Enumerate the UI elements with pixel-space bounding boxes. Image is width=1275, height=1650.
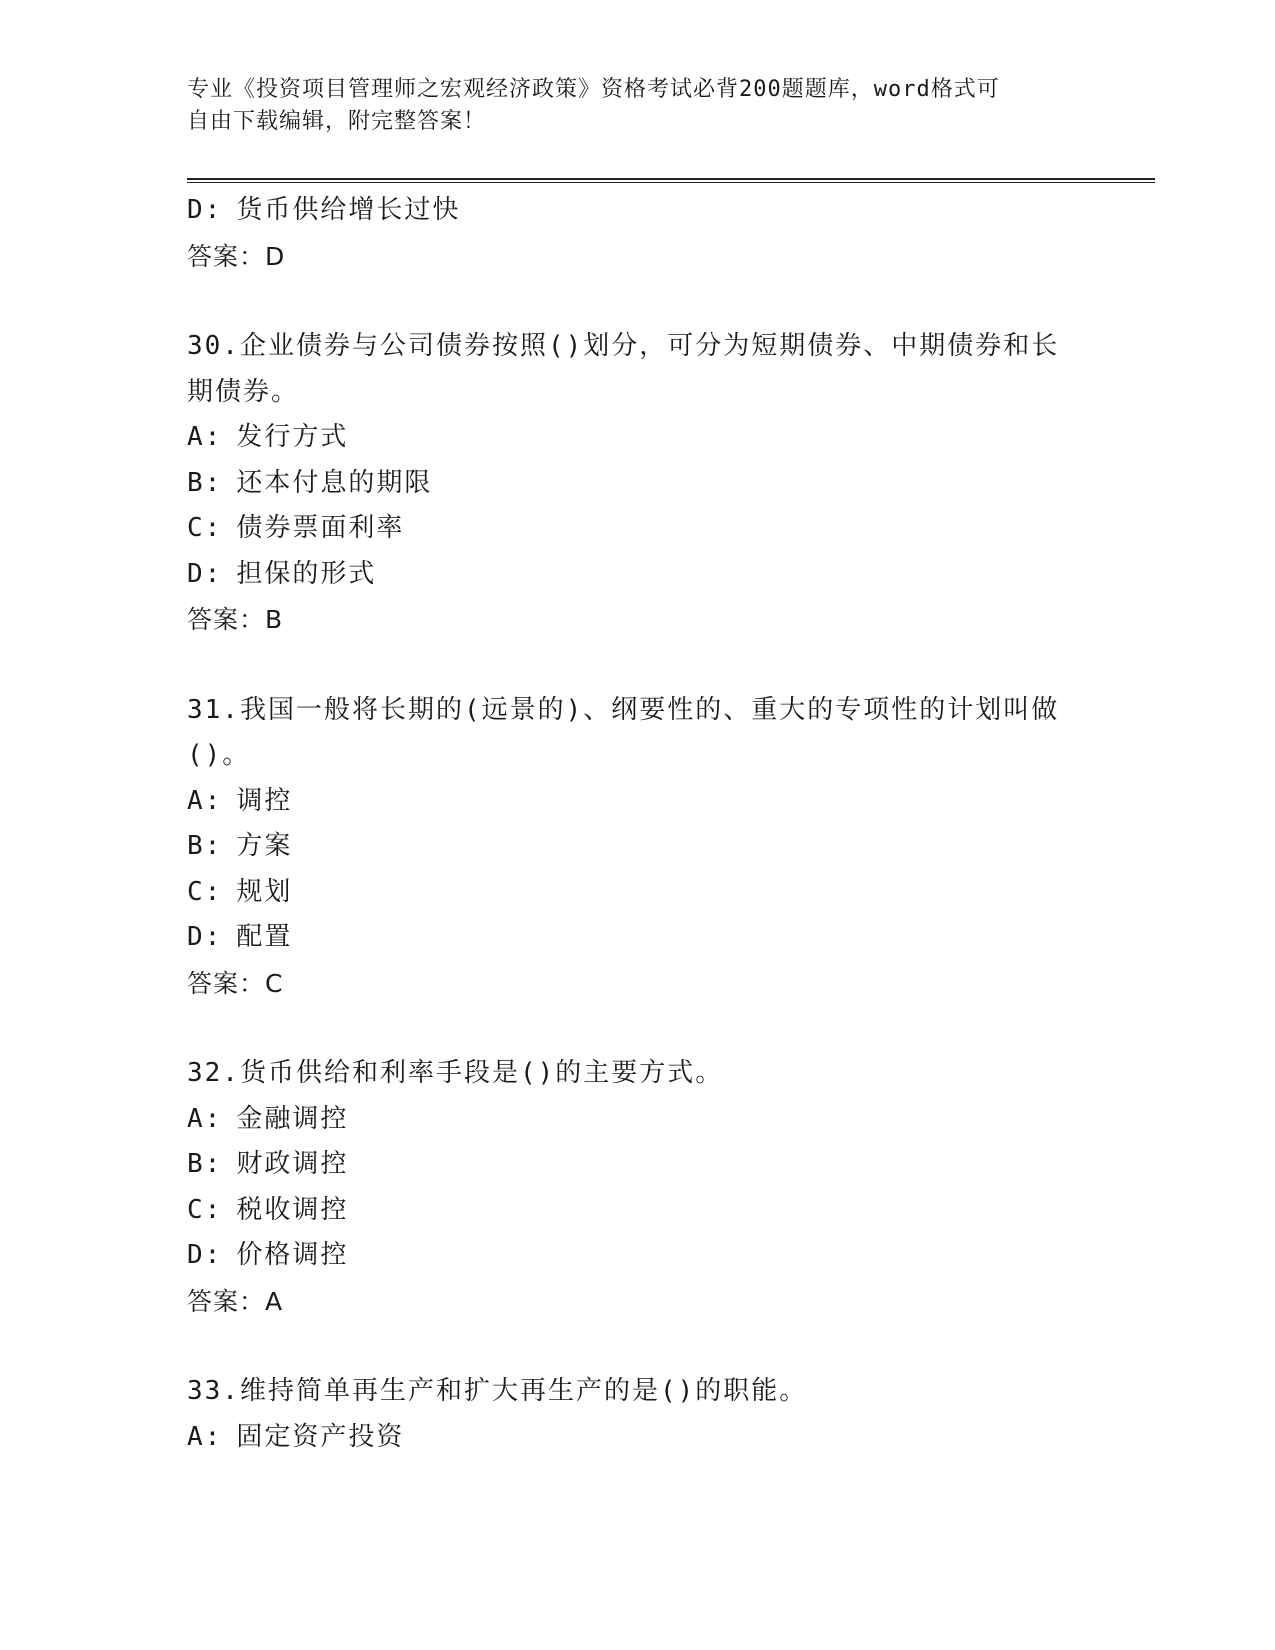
option-text: 债券票面利率 [236, 513, 405, 543]
question-33 [187, 1369, 1087, 1460]
option-c [187, 870, 1087, 916]
question-stem-line-2: 期债券。 [187, 376, 300, 407]
option-letter: C: [187, 1194, 223, 1225]
option-d [187, 915, 1087, 961]
option-text: 发行方式 [236, 422, 349, 452]
option-text: 方案 [236, 831, 293, 861]
option-letter: D: [187, 1240, 223, 1270]
question-30 [187, 324, 1087, 643]
option-letter: D: [187, 922, 223, 952]
spacer [187, 643, 1087, 688]
answer-line: 答案：D [187, 241, 286, 271]
option-a [187, 1415, 1087, 1461]
option-a [187, 415, 1087, 461]
answer-line: 答案：B [187, 605, 284, 634]
option-letter: A: [187, 1421, 223, 1452]
option-text: 还本付息的期限 [236, 467, 433, 498]
option-letter: C: [187, 513, 223, 543]
header-line-2: 自由下载编辑，附完整答案！ [187, 109, 487, 134]
question-stem-line-2: ()。 [187, 740, 251, 770]
question-31 [187, 688, 1087, 1007]
option-a [187, 1097, 1087, 1143]
spacer [187, 1324, 1087, 1369]
option-letter: B: [187, 831, 223, 861]
question-32 [187, 1051, 1087, 1324]
spacer [187, 1006, 1087, 1051]
answer-line: 答案：C [187, 968, 284, 998]
question-list [187, 188, 1087, 1460]
answer-line: 答案：A [187, 1286, 284, 1316]
spacer [187, 279, 1087, 324]
option-text: 固定资产投资 [236, 1421, 405, 1452]
question-stem-line-1: 33.维持简单再生产和扩大再生产的是()的职能。 [187, 1376, 808, 1406]
option-a [187, 779, 1087, 825]
option-text: 货币供给增长过快 [236, 195, 461, 225]
option-text: 财政调控 [236, 1149, 349, 1179]
option-text: 价格调控 [236, 1240, 349, 1270]
option-b [187, 461, 1087, 507]
option-d [187, 1233, 1087, 1279]
question-stem-line-1: 32.货币供给和利率手段是()的主要方式。 [187, 1058, 724, 1088]
option-letter: B: [187, 467, 223, 498]
document-header [187, 74, 1067, 138]
option-c [187, 1188, 1087, 1234]
option-letter: B: [187, 1149, 223, 1179]
question-stem-line-1: 30.企业债券与公司债券按照()划分，可分为短期债券、中期债券和长 [187, 331, 1060, 361]
header-line-1: 专业《投资项目管理师之宏观经济政策》资格考试必背200题题库，word格式可 [187, 77, 1000, 102]
option-text: 税收调控 [236, 1194, 349, 1225]
option-letter: A: [187, 785, 223, 816]
option-d [187, 552, 1087, 598]
header-divider [187, 178, 1155, 183]
option-d [187, 188, 1087, 234]
option-text: 担保的形式 [236, 558, 377, 589]
option-letter: A: [187, 422, 223, 452]
option-text: 金融调控 [236, 1103, 349, 1134]
option-b [187, 824, 1087, 870]
option-letter: D: [187, 195, 223, 225]
option-text: 规划 [236, 876, 293, 907]
option-letter: C: [187, 876, 223, 907]
option-letter: D: [187, 558, 223, 589]
option-letter: A: [187, 1103, 223, 1134]
option-c [187, 506, 1087, 552]
option-text: 配置 [236, 922, 293, 952]
question-stem-line-1: 31.我国一般将长期的(远景的)、纲要性的、重大的专项性的计划叫做 [187, 694, 1060, 725]
option-text: 调控 [236, 785, 293, 816]
option-b [187, 1142, 1087, 1188]
